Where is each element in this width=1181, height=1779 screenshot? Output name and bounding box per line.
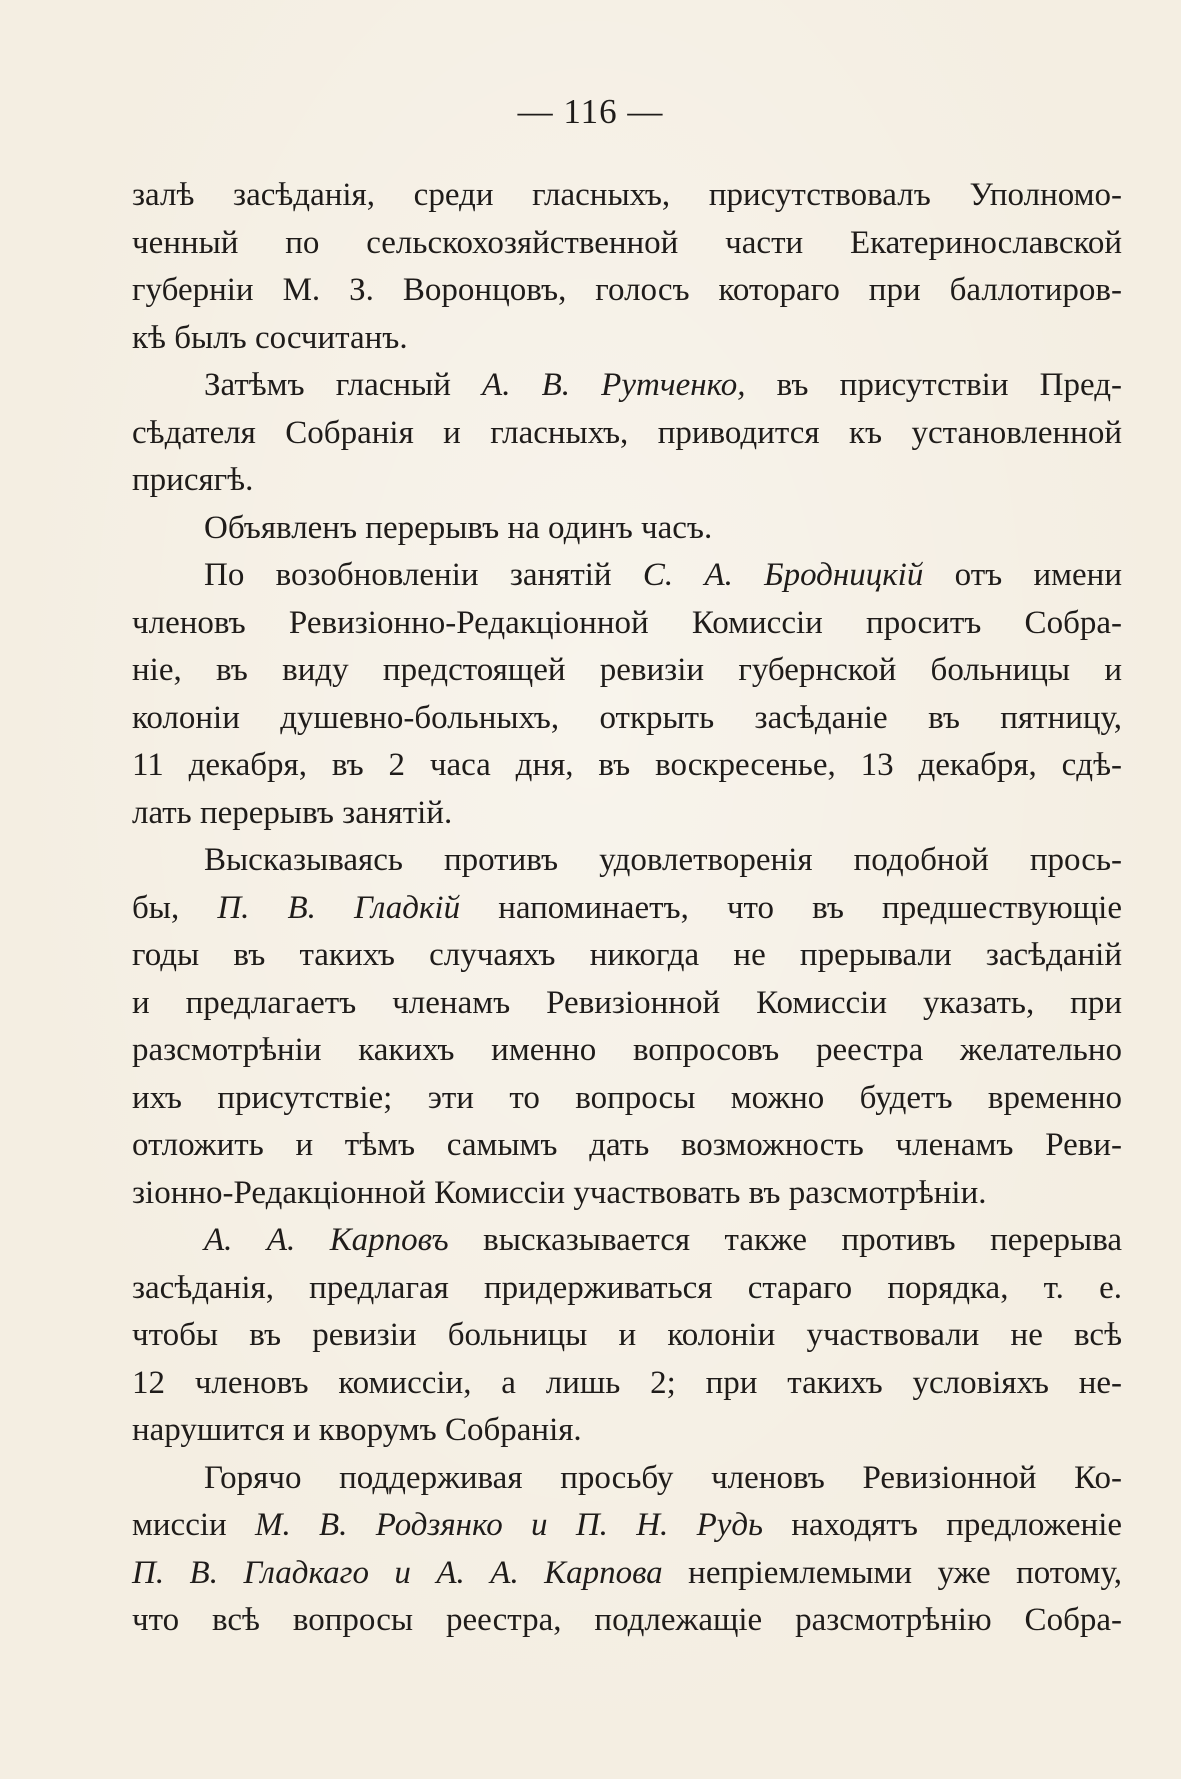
text-line [132,1455,1122,1503]
text-run: ченный по сельскохозяйственной части Екатеринославской [132,224,1122,261]
text-run: зіонно-Редакціонной Комиссіи участвовать въ разсмотрѣніи. [132,1174,987,1211]
italic-name: М. В. Родзянко и П. Н. Рудь [254,1507,764,1543]
text-line [132,220,1122,268]
text-run: 11 декабря, въ 2 часа дня, въ воскресенье, 13 декабря, сдѣ- [132,747,1122,783]
text-line [132,1075,1122,1123]
text-line [132,790,1122,838]
body-text [132,172,1122,1645]
text-run: залѣ засѣданія, среди гласныхъ, присутствовалъ Уполномо- [132,177,1122,213]
italic-name: С. А. Бродницкій [642,557,924,593]
text-run: чтобы въ ревизіи больницы и колоніи участвовали не всѣ [132,1317,1122,1353]
text-run: миссіи [132,1507,255,1543]
text-line [132,1312,1122,1360]
text-line [132,980,1122,1028]
text-line [132,885,1122,933]
text-run: присягѣ. [132,462,254,498]
text-line [132,932,1122,980]
text-line [132,1265,1122,1313]
text-run: членовъ Ревизіонно-Редакціонной Комиссіи проситъ Собра- [132,604,1122,641]
text-line [132,1217,1122,1265]
text-line [132,1550,1122,1598]
text-run: засѣданія, предлагая придерживаться стараго порядка, т. е. [132,1269,1122,1306]
text-line [132,410,1122,458]
text-run: ніе, въ виду предстоящей ревизіи губернской больницы и [132,652,1122,688]
text-run: отъ имени [923,557,1122,593]
text-line [132,1502,1122,1550]
text-line [132,362,1122,410]
text-run: Высказываясь противъ удовлетворенія подобной прось- [204,842,1122,878]
italic-name: П. В. Гладкаго и А. А. Карпова [132,1554,663,1591]
text-run: кѣ былъ сосчитанъ. [132,319,408,356]
text-line [132,1360,1122,1408]
page-number: — 116 — [517,92,664,131]
text-run: Горячо поддерживая просьбу членовъ Ревизіонной Ко- [204,1459,1122,1496]
text-run: губерніи М. З. Воронцовъ, голосъ котораго при баллотиров- [132,272,1122,308]
text-line [132,505,1122,553]
text-line [132,742,1122,790]
text-run: Затѣмъ гласный [204,367,483,403]
italic-name: А. В. Рутченко, [482,367,746,403]
text-run: бы, [132,889,218,926]
text-line [132,1597,1122,1645]
text-run: напоминаетъ, что въ предшествующіе [460,889,1122,926]
text-line [132,1407,1122,1455]
text-run: и предлагаетъ членамъ Ревизіонной Комиссіи указать, при [132,984,1122,1021]
text-run: разсмотрѣніи какихъ именно вопросовъ реестра желательно [132,1032,1122,1068]
text-line [132,315,1122,363]
text-run: отложить и тѣмъ самымъ дать возможность членамъ Реви- [132,1127,1122,1163]
text-line [132,552,1122,600]
italic-name: А. А. Карповъ [204,1222,449,1258]
text-line [132,837,1122,885]
text-run: По возобновленіи занятій [204,557,643,593]
text-run: годы въ такихъ случаяхъ никогда не прерывали засѣданій [132,937,1122,973]
text-run: что всѣ вопросы реестра, подлежащіе разсмотрѣнію Собра- [132,1602,1122,1638]
text-line [132,172,1122,220]
text-run: колоніи душевно-больныхъ, открыть засѣданіе въ пятницу, [132,699,1122,736]
text-line [132,1170,1122,1218]
text-run: находятъ предложеніе [763,1507,1123,1543]
text-run: непріемлемыми уже потому, [662,1554,1122,1591]
text-run: ихъ присутствіе; эти то вопросы можно будетъ временно [132,1079,1122,1116]
text-run: 12 членовъ комиссіи, а лишь 2; при такихъ условіяхъ не- [132,1364,1122,1401]
text-run: лать перерывъ занятій. [132,794,453,831]
text-line [132,1027,1122,1075]
text-line [132,647,1122,695]
text-line [132,600,1122,648]
text-run: нарушится и кворумъ Собранія. [132,1412,582,1448]
text-line [132,695,1122,743]
text-run: высказывается также противъ перерыва [448,1222,1122,1258]
text-line [132,1122,1122,1170]
text-line [132,267,1122,315]
text-run: въ присутствіи Пред- [745,367,1122,403]
text-run: сѣдателя Собранія и гласныхъ, приводится къ установленной [132,414,1122,451]
italic-name: П. В. Гладкій [217,889,461,926]
text-line [132,457,1122,505]
text-run: Объявленъ перерывъ на одинъ часъ. [204,509,713,546]
